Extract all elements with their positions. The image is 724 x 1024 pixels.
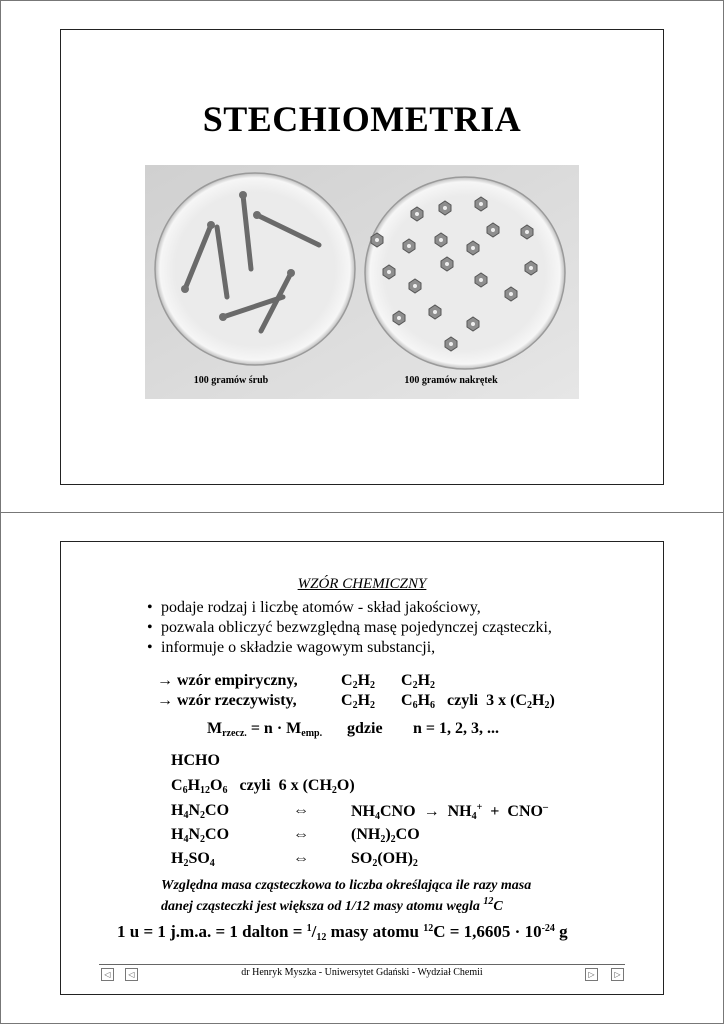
mass-relation: $M_{rzecz.} = n \cdot M_{emp.}$ xyxy=(207,720,323,739)
sulfuric-acid-structural: $SO_2(OH)_2$ xyxy=(351,850,418,869)
actual-label: wzór rzeczywisty, xyxy=(177,692,297,709)
screws-and-nuts-photo xyxy=(145,165,579,399)
sulfuric-acid-formula: $H_2SO_4$ xyxy=(171,850,215,869)
nuts-caption: 100 gramów nakrętek xyxy=(404,375,498,386)
bullet-item: • informuje o składzie wagowym substancji, xyxy=(147,638,552,658)
hcho-formula: HCHO xyxy=(171,752,220,769)
empirical-formula-row xyxy=(157,672,298,690)
czyli-3x: 3 x xyxy=(486,692,507,709)
glucose-formula: $C_6H_{12}O_6$ czyli 6 x $(CH_2O)$ xyxy=(171,777,355,796)
arrow-icon: → xyxy=(157,672,173,689)
slide-2 xyxy=(60,541,664,995)
isomer-arrow-icon: ⇔ xyxy=(293,826,309,843)
nav-prev-button[interactable]: ◁ xyxy=(125,968,138,981)
screws-caption: 100 gramów śrub xyxy=(193,375,269,386)
slide-title: STECHIOMETRIA xyxy=(202,99,522,139)
actual-formula-row xyxy=(157,692,297,710)
n-values: n = 1, 2, 3, ... xyxy=(413,720,500,737)
czyli-word: czyli xyxy=(447,692,479,709)
page-divider xyxy=(0,512,724,513)
nav-last-button[interactable]: ▷ xyxy=(611,968,624,981)
arrow-icon: → xyxy=(157,692,173,709)
empirical-c2h2-b: $C_2H_2$ xyxy=(401,672,436,691)
atomic-mass-unit-definition: 1 u = 1 j.m.a. = 1 dalton = $^1/_{12}$ masy atomu $^{12}C = 1,6605 \cdot 10^{-24}$ g xyxy=(117,922,568,943)
ammonium-cyanate-formula: $NH_4CNO \to NH_4^+ + CNO^-$ xyxy=(351,802,548,822)
arrow-icon: → xyxy=(423,803,440,820)
actual-c2h2: $C_2H_2$ xyxy=(341,692,376,711)
urea-structural-formula: $(NH_2)_2CO$ xyxy=(351,826,420,845)
nav-next-button[interactable]: ▷ xyxy=(585,968,598,981)
bullet-list xyxy=(147,598,552,658)
section-heading: WZÓR CHEMICZNY xyxy=(297,576,427,592)
bullet-item: • podaje rodzaj i liczbę atomów - skład jakościowy, xyxy=(147,598,552,618)
definition-line-1: Względna masa cząsteczkowa to liczba określająca ile razy masa xyxy=(161,878,532,893)
czyli-6x: 6 x xyxy=(278,777,299,794)
bullet-item: • pozwala obliczyć bezwzględną masę pojedynczej cząsteczki, xyxy=(147,618,552,638)
isomer-arrow-icon: ⇔ xyxy=(293,850,309,867)
isomer-arrow-icon: ⇔ xyxy=(293,802,309,819)
footer-divider xyxy=(99,964,625,965)
urea-formula: $H_4N_2CO$ xyxy=(171,826,230,845)
definition-line-2: danej cząsteczki jest większa od 1/12 masy atomu węgla $^{12}$C xyxy=(161,896,503,914)
empirical-label: wzór empiryczny, xyxy=(177,672,298,689)
nav-first-button[interactable]: ◁ xyxy=(101,968,114,981)
actual-c6h6: $C_6H_6$ czyli 3 x $(C_2H_2)$ xyxy=(401,692,555,711)
footer-text: dr Henryk Myszka - Uniwersytet Gdański - Wydział Chemii xyxy=(241,967,483,978)
gdzie-word: gdzie xyxy=(347,720,383,737)
slide-1 xyxy=(60,29,664,485)
empirical-c2h2-a: $C_2H_2$ xyxy=(341,672,376,691)
urea-formula: $H_4N_2CO$ xyxy=(171,802,230,821)
czyli-word: czyli xyxy=(239,777,271,794)
